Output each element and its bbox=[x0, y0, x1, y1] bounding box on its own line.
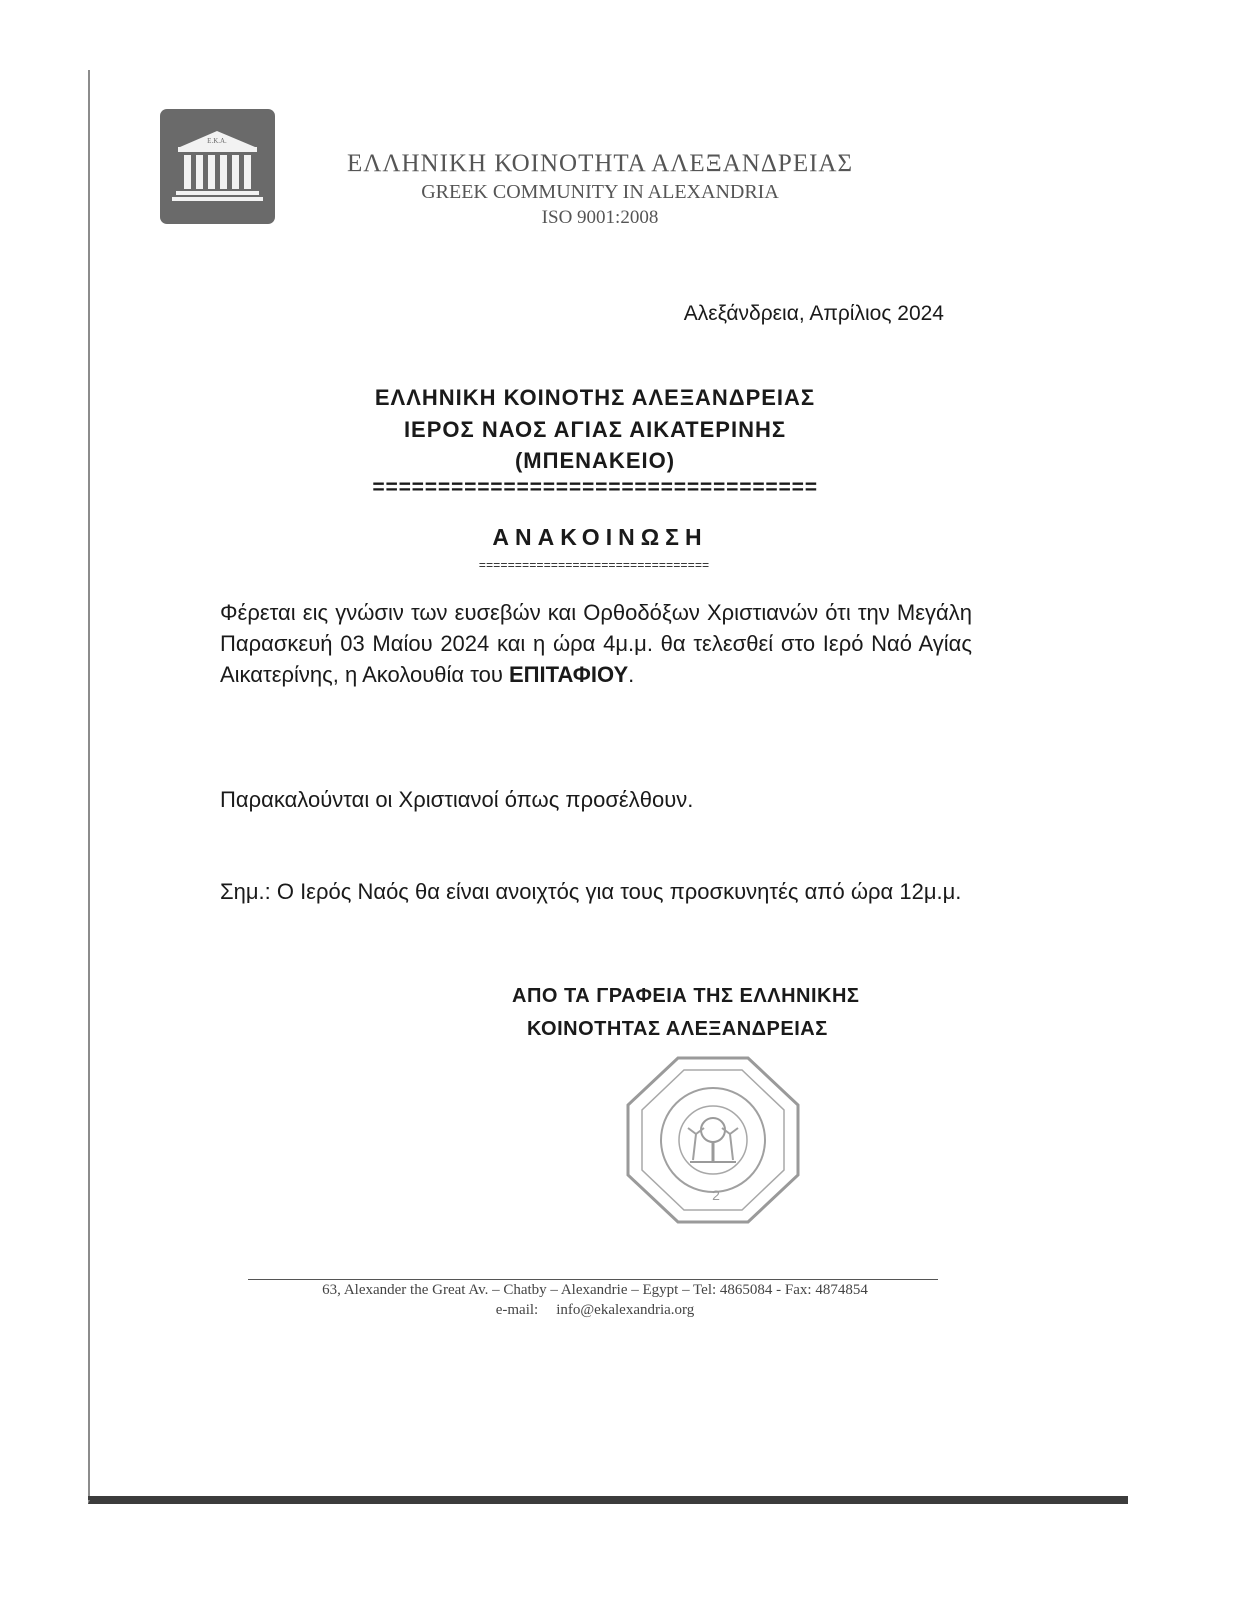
paragraph-main bbox=[220, 597, 972, 690]
org-name-greek: ΕΛΛΗΝΙΚΗ ΚΟΙΝΟΤΗΤΑ ΑΛΕΞΑΝΔΡΕΙΑΣ bbox=[346, 150, 854, 177]
org-name-english: GREEK COMMUNITY IN ALEXANDRIA bbox=[421, 181, 779, 203]
iso-certification: ISO 9001:2008 bbox=[541, 207, 659, 228]
page-edge-shadow bbox=[88, 1496, 1128, 1500]
svg-text:2: 2 bbox=[712, 1187, 720, 1203]
epitaphios-bold: ΕΠΙΤΑΦΙΟΥ bbox=[509, 662, 629, 687]
paragraph-note: Σημ.: Ο Ιερός Ναός θα είναι ανοιχτός για τους προσκυνητές από ώρα 12μ.μ. bbox=[220, 879, 962, 904]
signature-line-1: ΑΠΟ ΤΑ ΓΡΑΦΕΙΑ ΤΗΣ ΕΛΛΗΝΙΚΗΣ bbox=[512, 985, 860, 1007]
footer-divider bbox=[248, 1279, 938, 1280]
heading-benakeio: (ΜΠΕΝΑΚΕΙΟ) bbox=[514, 448, 676, 473]
heading-separator: ================================== bbox=[372, 478, 818, 501]
octagonal-seal-icon bbox=[618, 1050, 808, 1230]
paragraph-main-end: . bbox=[628, 662, 635, 687]
email-address[interactable]: info@ekalexandria.org bbox=[556, 1302, 695, 1318]
email-label: e-mail: bbox=[495, 1302, 539, 1318]
footer-address: 63, Alexander the Great Av. – Chatby – Alexandrie – Egypt – Tel: 4865084 - Fax: 4874854 bbox=[322, 1282, 868, 1298]
paragraph-main-text: Φέρεται εις γνώσιν των ευσεβών και Ορθοδόξων Χριστιανών ότι την Μεγάλη Παρασκευή 03 Μαίου 2024 και η ώρα 4μ.μ. θα τελεσθεί στο Ιερό Ναό Αγίας Αικατερίνης, η Ακολουθία του bbox=[220, 600, 972, 687]
title-separator: ================================ bbox=[478, 562, 710, 571]
date-line: Αλεξάνδρεια, Απρίλιος 2024 bbox=[683, 302, 944, 325]
paragraph-invitation: Παρακαλούνται οι Χριστιανοί όπως προσέλθουν. bbox=[220, 787, 694, 812]
heading-church: ΙΕΡΟΣ ΝΑΟΣ ΑΓΙΑΣ ΑΙΚΑΤΕΡΙΝΗΣ bbox=[403, 417, 787, 442]
svg-text:Ε.Κ.Α.: Ε.Κ.Α. bbox=[207, 137, 227, 145]
announcement-title: ΑΝΑΚΟΙΝΩΣΗ bbox=[492, 524, 708, 550]
footer-email bbox=[200, 1302, 990, 1319]
signature-line-2: ΚΟΙΝΟΤΗΤΑΣ ΑΛΕΞΑΝΔΡΕΙΑΣ bbox=[527, 1018, 828, 1040]
heading-community: ΕΛΛΗΝΙΚΗ ΚΟΙΝΟΤΗΣ ΑΛΕΞΑΝΔΡΕΙΑΣ bbox=[374, 385, 816, 410]
greek-temple-icon bbox=[160, 109, 275, 224]
